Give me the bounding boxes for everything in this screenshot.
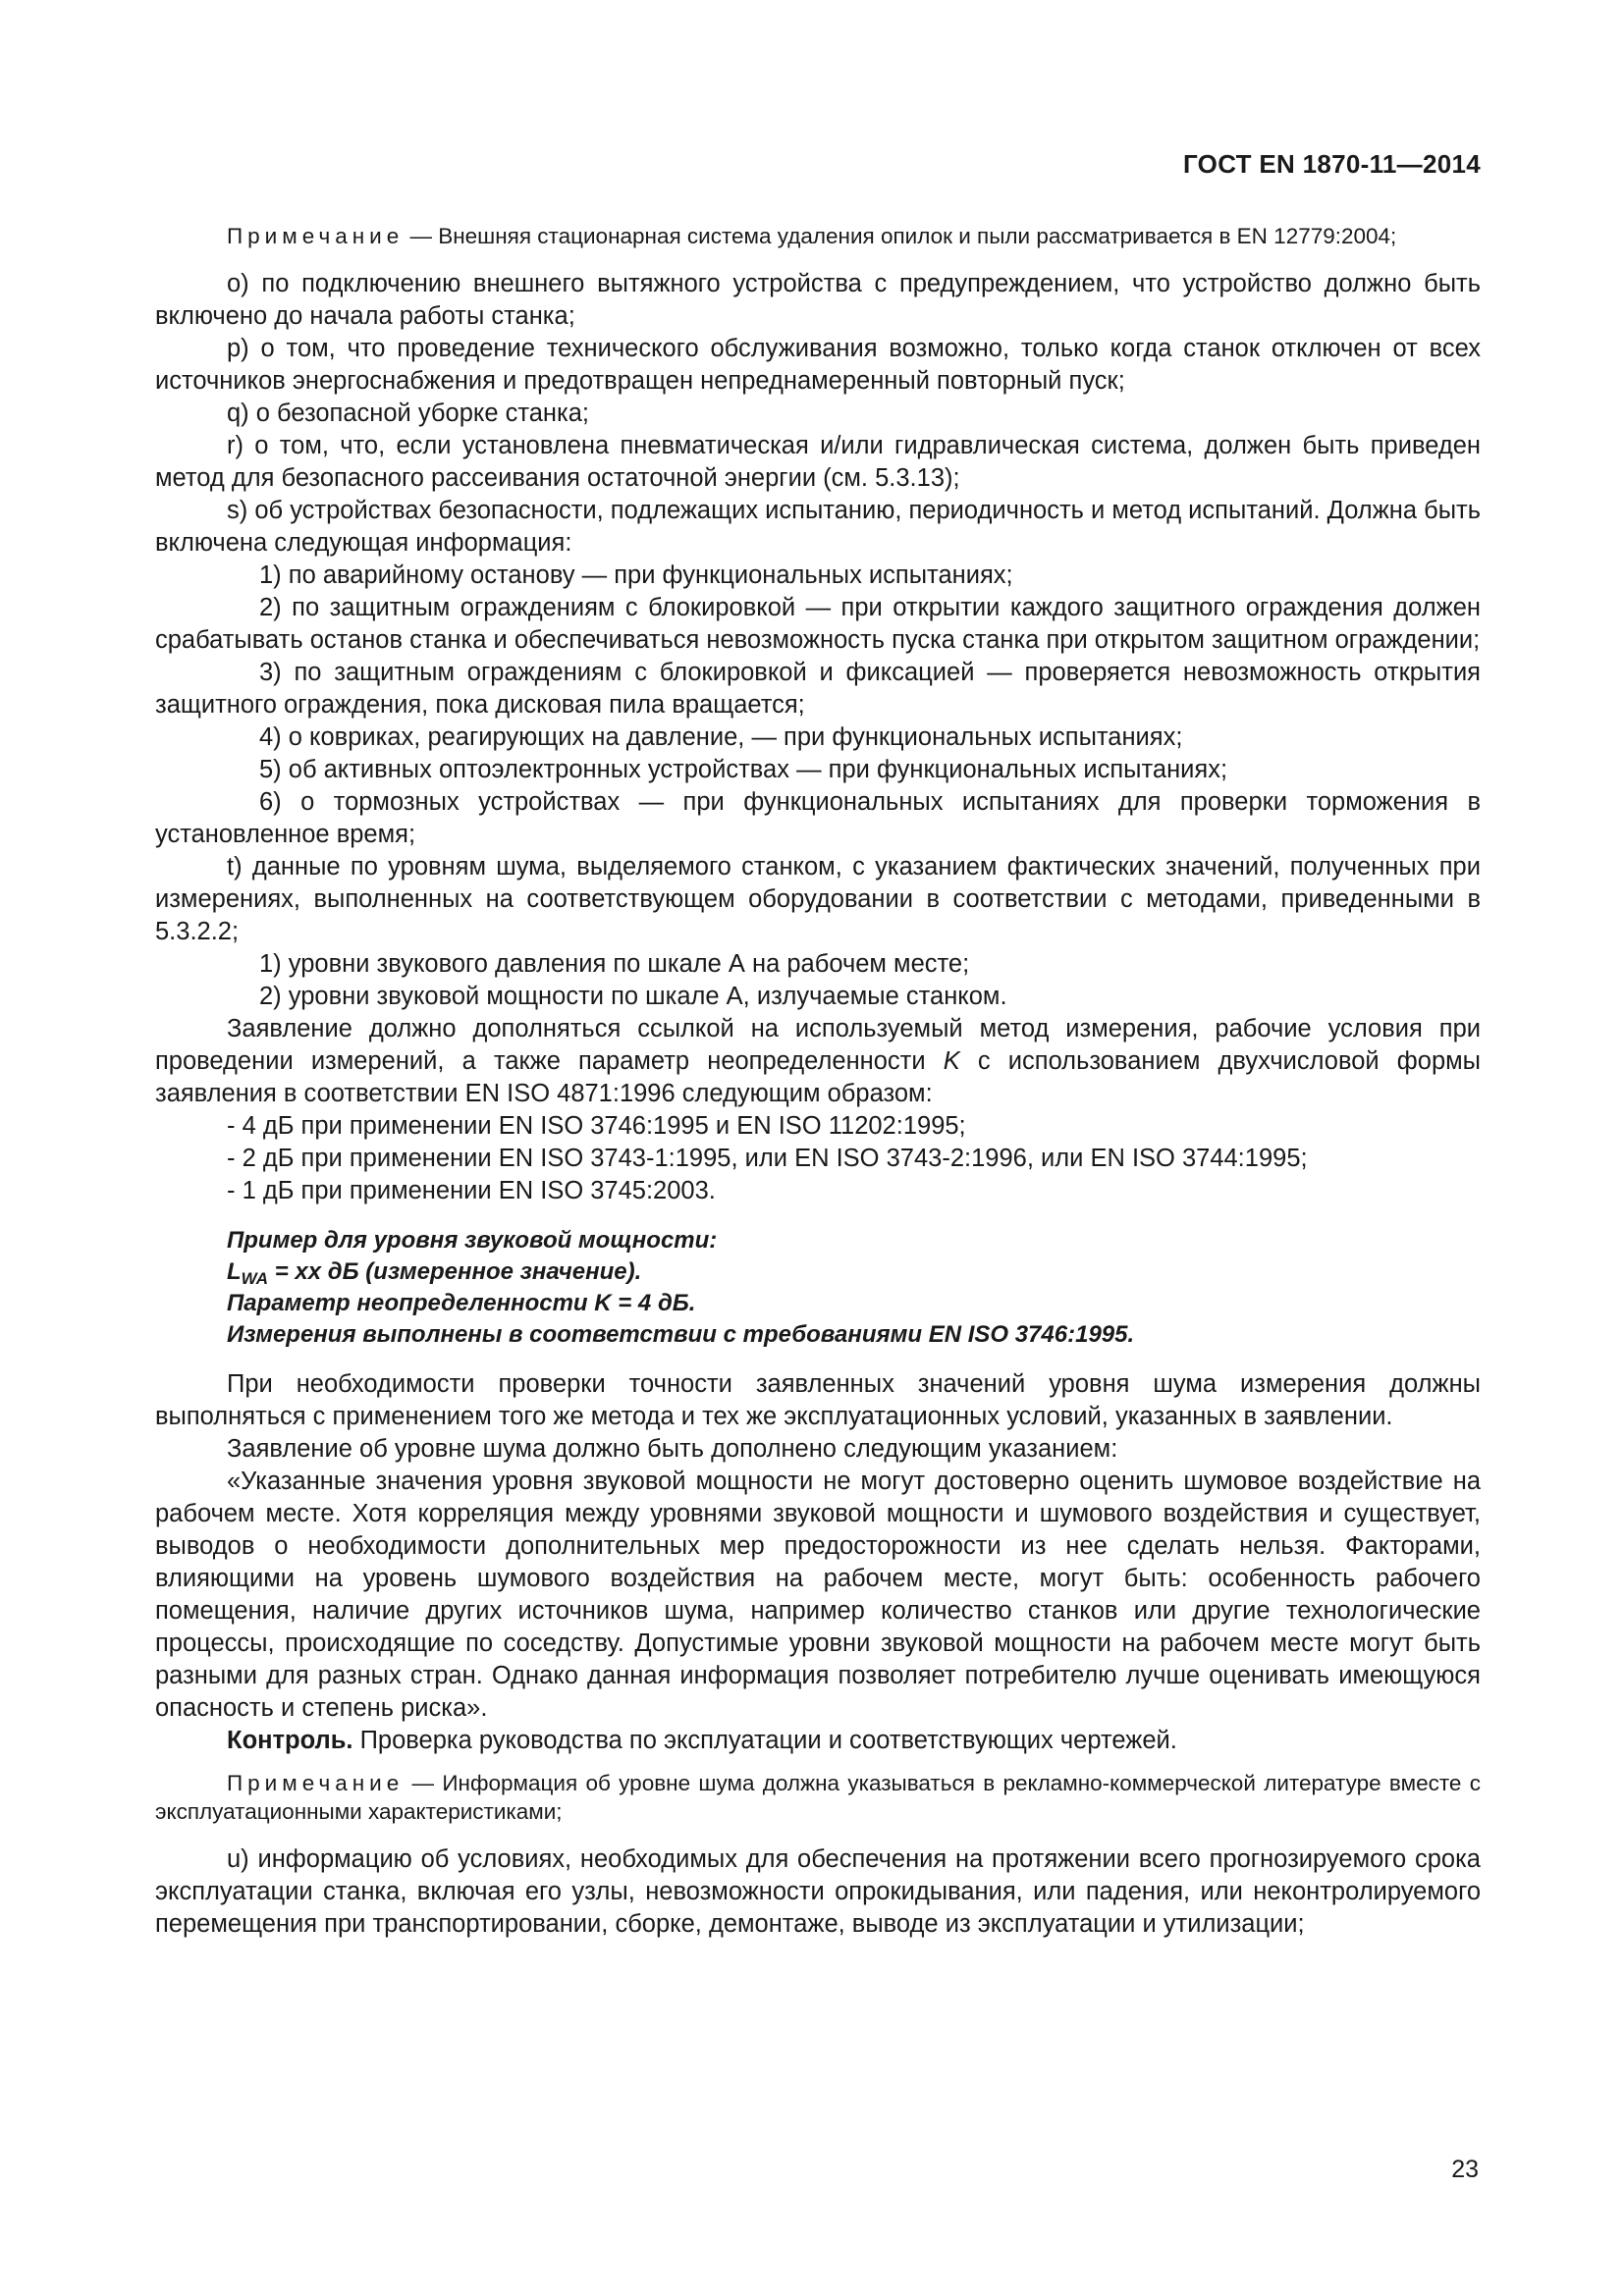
example-uncertainty: Параметр неопределенности K = 4 дБ. <box>227 1290 696 1316</box>
declaration-line-3: - 1 дБ при применении EN ISO 3745:2003. <box>227 1177 716 1204</box>
verification-paragraph: При необходимости проверки точности заявленных значений уровня шума измерения должны выполняться с применением того же метода и тех же эксплуатационных условий, указанных в заявлении. <box>155 1370 1481 1430</box>
note-paragraph <box>155 222 1481 250</box>
sub-item-t1: 1) уровни звукового давления по шкале А на рабочем месте; <box>259 950 970 978</box>
list-item-t: t) данные по уровням шума, выделяемого станком, с указанием фактических значений, полученных при измерениях, выполненных на соответствующем оборудовании в соответствии с методами, приведенными в 5.3.2.2; <box>155 853 1481 945</box>
list-item-s: s) об устройствах безопасности, подлежащих испытанию, периодичность и метод испытаний. Должна быть включена следующая информация: <box>155 497 1481 557</box>
example-title: Пример для уровня звуковой мощности: <box>227 1227 718 1254</box>
note-label-2: Примечание <box>227 1771 405 1795</box>
sub-item-s6: 6) о тормозных устройствах — при функциональных испытаниях для проверки торможения в установленное время; <box>155 788 1481 848</box>
declaration-pre: Заявление должно дополняться ссылкой на используемый метод измерения, рабочие условия при проведении измерений, а также параметр неопределенности <box>155 1015 1481 1075</box>
list-item-o: о) по подключению внешнего вытяжного устройства с предупреждением, что устройство должно быть включено до начала работы станка; <box>155 270 1481 330</box>
sub-item-s4: 4) о ковриках, реагирующих на давление, — при функциональных испытаниях; <box>259 723 1183 751</box>
example-formula <box>227 1256 1481 1288</box>
control-paragraph <box>155 1725 1481 1757</box>
sub-item-s2: 2) по защитным ограждениям с блокировкой — при открытии каждого защитного ограждения должен срабатывать останов станка и обеспечиваться невозможность пуска станка при открытом защитном ограждении; <box>155 594 1481 654</box>
list-item-q: q) о безопасной уборке станка; <box>227 400 589 427</box>
noise-statement-quote: «Указанные значения уровня звуковой мощности не могут достоверно оценить шумовое воздействие на рабочем месте. Хотя корреляция между уровнями звуковой мощности и шумового воздействия и существует, выводов о необходимости дополнительных мер предосторожности из нее сделать нельзя. Факторами, влияющими на уровень шумового воздействия на рабочем месте, могут быть: особенность рабочего помещения, наличие других источников шума, например количество станков или другие технологические процессы, происходящие по соседству. Допустимые уровни звуковой мощности на рабочем месте могут быть разными для разных стран. Однако данная информация позволяет потребителю лучше оценивать имеющуюся опасность и степень риска». <box>155 1468 1481 1722</box>
declaration-line-2: - 2 дБ при применении EN ISO 3743-1:1995, или EN ISO 3743-2:1996, или EN ISO 3744:1995; <box>227 1145 1308 1172</box>
example-standard: Измерения выполнены в соответствии с требованиями EN ISO 3746:1995. <box>227 1321 1135 1348</box>
note-text-2: — Информация об уровне шума должна указываться в рекламно-коммерческой литературе вместе с эксплуатационными характеристиками; <box>155 1771 1481 1824</box>
sub-item-s5: 5) об активных оптоэлектронных устройствах — при функциональных испытаниях; <box>259 756 1228 783</box>
uncertainty-symbol: K <box>943 1047 960 1075</box>
declaration-line-1: - 4 дБ при применении EN ISO 3746:1995 и EN ISO 11202:1995; <box>227 1112 966 1140</box>
page-content <box>155 222 1481 1941</box>
example-l-symbol: L <box>227 1258 242 1285</box>
noise-statement-intro: Заявление об уровне шума должно быть дополнено следующим указанием: <box>227 1435 1118 1463</box>
list-item-r: r) о том, что, если установлена пневматическая и/или гидравлическая система, должен быть приведен метод для безопасного рассеивания остаточной энергии (см. 5.3.13); <box>155 432 1481 492</box>
note-label: Примечание <box>227 224 405 248</box>
declaration-paragraph <box>155 1013 1481 1110</box>
example-formula-text: = хх дБ (измеренное значение). <box>268 1258 642 1285</box>
example-block <box>155 1225 1481 1351</box>
sub-item-s3: 3) по защитным ограждениям с блокировкой и фиксацией — проверяется невозможность открытия защитного ограждения, пока дисковая пила вращается; <box>155 659 1481 719</box>
control-text: Проверка руководства по эксплуатации и соответствующих чертежей. <box>352 1727 1177 1754</box>
sub-item-t2: 2) уровни звуковой мощности по шкале А, излучаемые станком. <box>259 983 1007 1010</box>
list-item-p: р) о том, что проведение технического обслуживания возможно, только когда станок отключен от всех источников энергоснабжения и предотвращен непреднамеренный повторный пуск; <box>155 335 1481 395</box>
note-paragraph-2 <box>155 1769 1481 1826</box>
declaration-post: с использованием двухчисловой формы заявления в соответствии EN ISO 4871:1996 следующим образом: <box>155 1047 1482 1107</box>
list-item-u: u) информацию об условиях, необходимых для обеспечения на протяжении всего прогнозируемого срока эксплуатации станка, включая его узлы, невозможности опрокидывания, или падения, или неконтролируемого перемещения при транспортировании, сборке, демонтаже, выводе из эксплуатации и утилизации; <box>155 1845 1481 1938</box>
sub-item-s1: 1) по аварийному останову — при функциональных испытаниях; <box>259 561 1013 589</box>
example-l-subscript: WA <box>241 1269 269 1288</box>
control-label: Контроль. <box>227 1727 353 1754</box>
standard-header: ГОСТ EN 1870-11—2014 <box>1182 149 1481 179</box>
note-text: — Внешняя стационарная система удаления опилок и пыли рассматривается в EN 12779:2004; <box>404 224 1397 248</box>
page-number: 23 <box>1451 2156 1479 2183</box>
